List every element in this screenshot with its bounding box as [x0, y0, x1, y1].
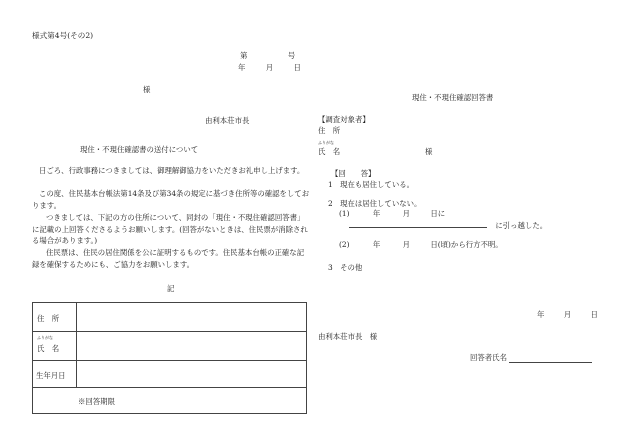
sub1-tail: に引っ越した。 — [495, 221, 548, 230]
paragraph-request: つきましては、下記の方の住所について、同封の「現住・不現住確認回答書」に記載の上回答くださるようお願いします。(回答がないときは、住民票が消除される場合があります。) — [32, 213, 308, 246]
option-not-residing: 2 現在は居住していない。 — [328, 199, 422, 208]
reply-form-title: 現住・不現住確認回答書 — [412, 93, 494, 102]
reply-month: 月 — [563, 310, 572, 319]
sub1-year: 年 — [372, 209, 381, 218]
paragraph-purpose: この度、住民基本台帳法第14条及び第34条の規定に基づき住所等の確認をしております。 — [32, 189, 310, 210]
document-date-line — [238, 62, 301, 73]
reply-recipient: 由利本荘市長 様 — [318, 332, 378, 341]
target-address-label: 住 所 — [318, 126, 341, 135]
table-row-birthdate — [33, 361, 306, 388]
name-furigana: ふりがな — [37, 335, 53, 340]
table-row-name — [33, 332, 306, 361]
name-label: 氏 名 — [37, 344, 60, 353]
address-label: 住 所 — [37, 314, 60, 323]
moved-to-line — [349, 219, 547, 231]
sub1-month: 月 — [402, 209, 411, 218]
option-other: 3 その他 — [328, 263, 363, 272]
respondent-line — [470, 352, 592, 363]
paragraph-cooperation: 住民票は、住民の居住関係を公に証明するものです。住民基本台帳の正確な記録を確保するためにも、ご協力をお願いします。 — [32, 248, 305, 269]
table-row-address — [33, 303, 306, 332]
answer-header: 【回 答】 — [331, 169, 376, 178]
birth-label: 生年月日 — [36, 371, 66, 380]
name-label-cell — [33, 332, 77, 360]
ki-heading: 記 — [167, 284, 175, 293]
sub2-label: (2) — [339, 240, 350, 249]
reply-day: 日 — [590, 310, 598, 319]
target-header: 【調査対象者】 — [318, 115, 370, 124]
sub-option-moved — [339, 208, 445, 219]
letter-subject: 現住・不現住確認書の送付について — [80, 145, 199, 154]
respondent-blank — [509, 354, 592, 363]
target-name-suffix: 様 — [425, 147, 433, 156]
target-name-furigana: ふりがな — [318, 140, 334, 145]
paragraph-greeting: 日ごろ、行政事務につきましては、御理解御協力をいただきお礼申し上げます。 — [39, 166, 305, 175]
target-name-label: 氏 名 — [318, 147, 341, 156]
table-row-deadline — [33, 388, 306, 413]
document-number-line — [240, 50, 295, 61]
sub2-day-text: 日(頃)から行方不明。 — [430, 240, 503, 249]
form-number: 様式第4号(その2) — [32, 31, 94, 40]
respondent-label: 回答者氏名 — [470, 353, 507, 362]
number-prefix: 第 — [240, 51, 248, 60]
number-suffix: 号 — [287, 51, 296, 60]
date-day: 日 — [293, 63, 301, 72]
sub1-label: (1) — [339, 209, 350, 218]
subject-info-table — [32, 302, 307, 414]
sender-name: 由利本荘市長 — [205, 116, 250, 125]
option-still-residing: 1 現在も居住している。 — [328, 180, 415, 189]
sub2-month: 月 — [402, 240, 411, 249]
date-month: 月 — [265, 63, 274, 72]
addressee-suffix: 様 — [143, 85, 151, 94]
sub2-year: 年 — [372, 240, 381, 249]
reply-year: 年 — [537, 310, 545, 319]
moved-to-blank — [349, 219, 487, 228]
sub-option-missing — [339, 239, 503, 250]
reply-date-line — [537, 309, 598, 320]
date-year: 年 — [238, 63, 246, 72]
deadline-label: ※回答期限 — [78, 397, 115, 406]
address-label-cell — [33, 303, 77, 331]
birth-label-cell — [33, 361, 77, 387]
sub1-day: 日に — [430, 209, 446, 218]
